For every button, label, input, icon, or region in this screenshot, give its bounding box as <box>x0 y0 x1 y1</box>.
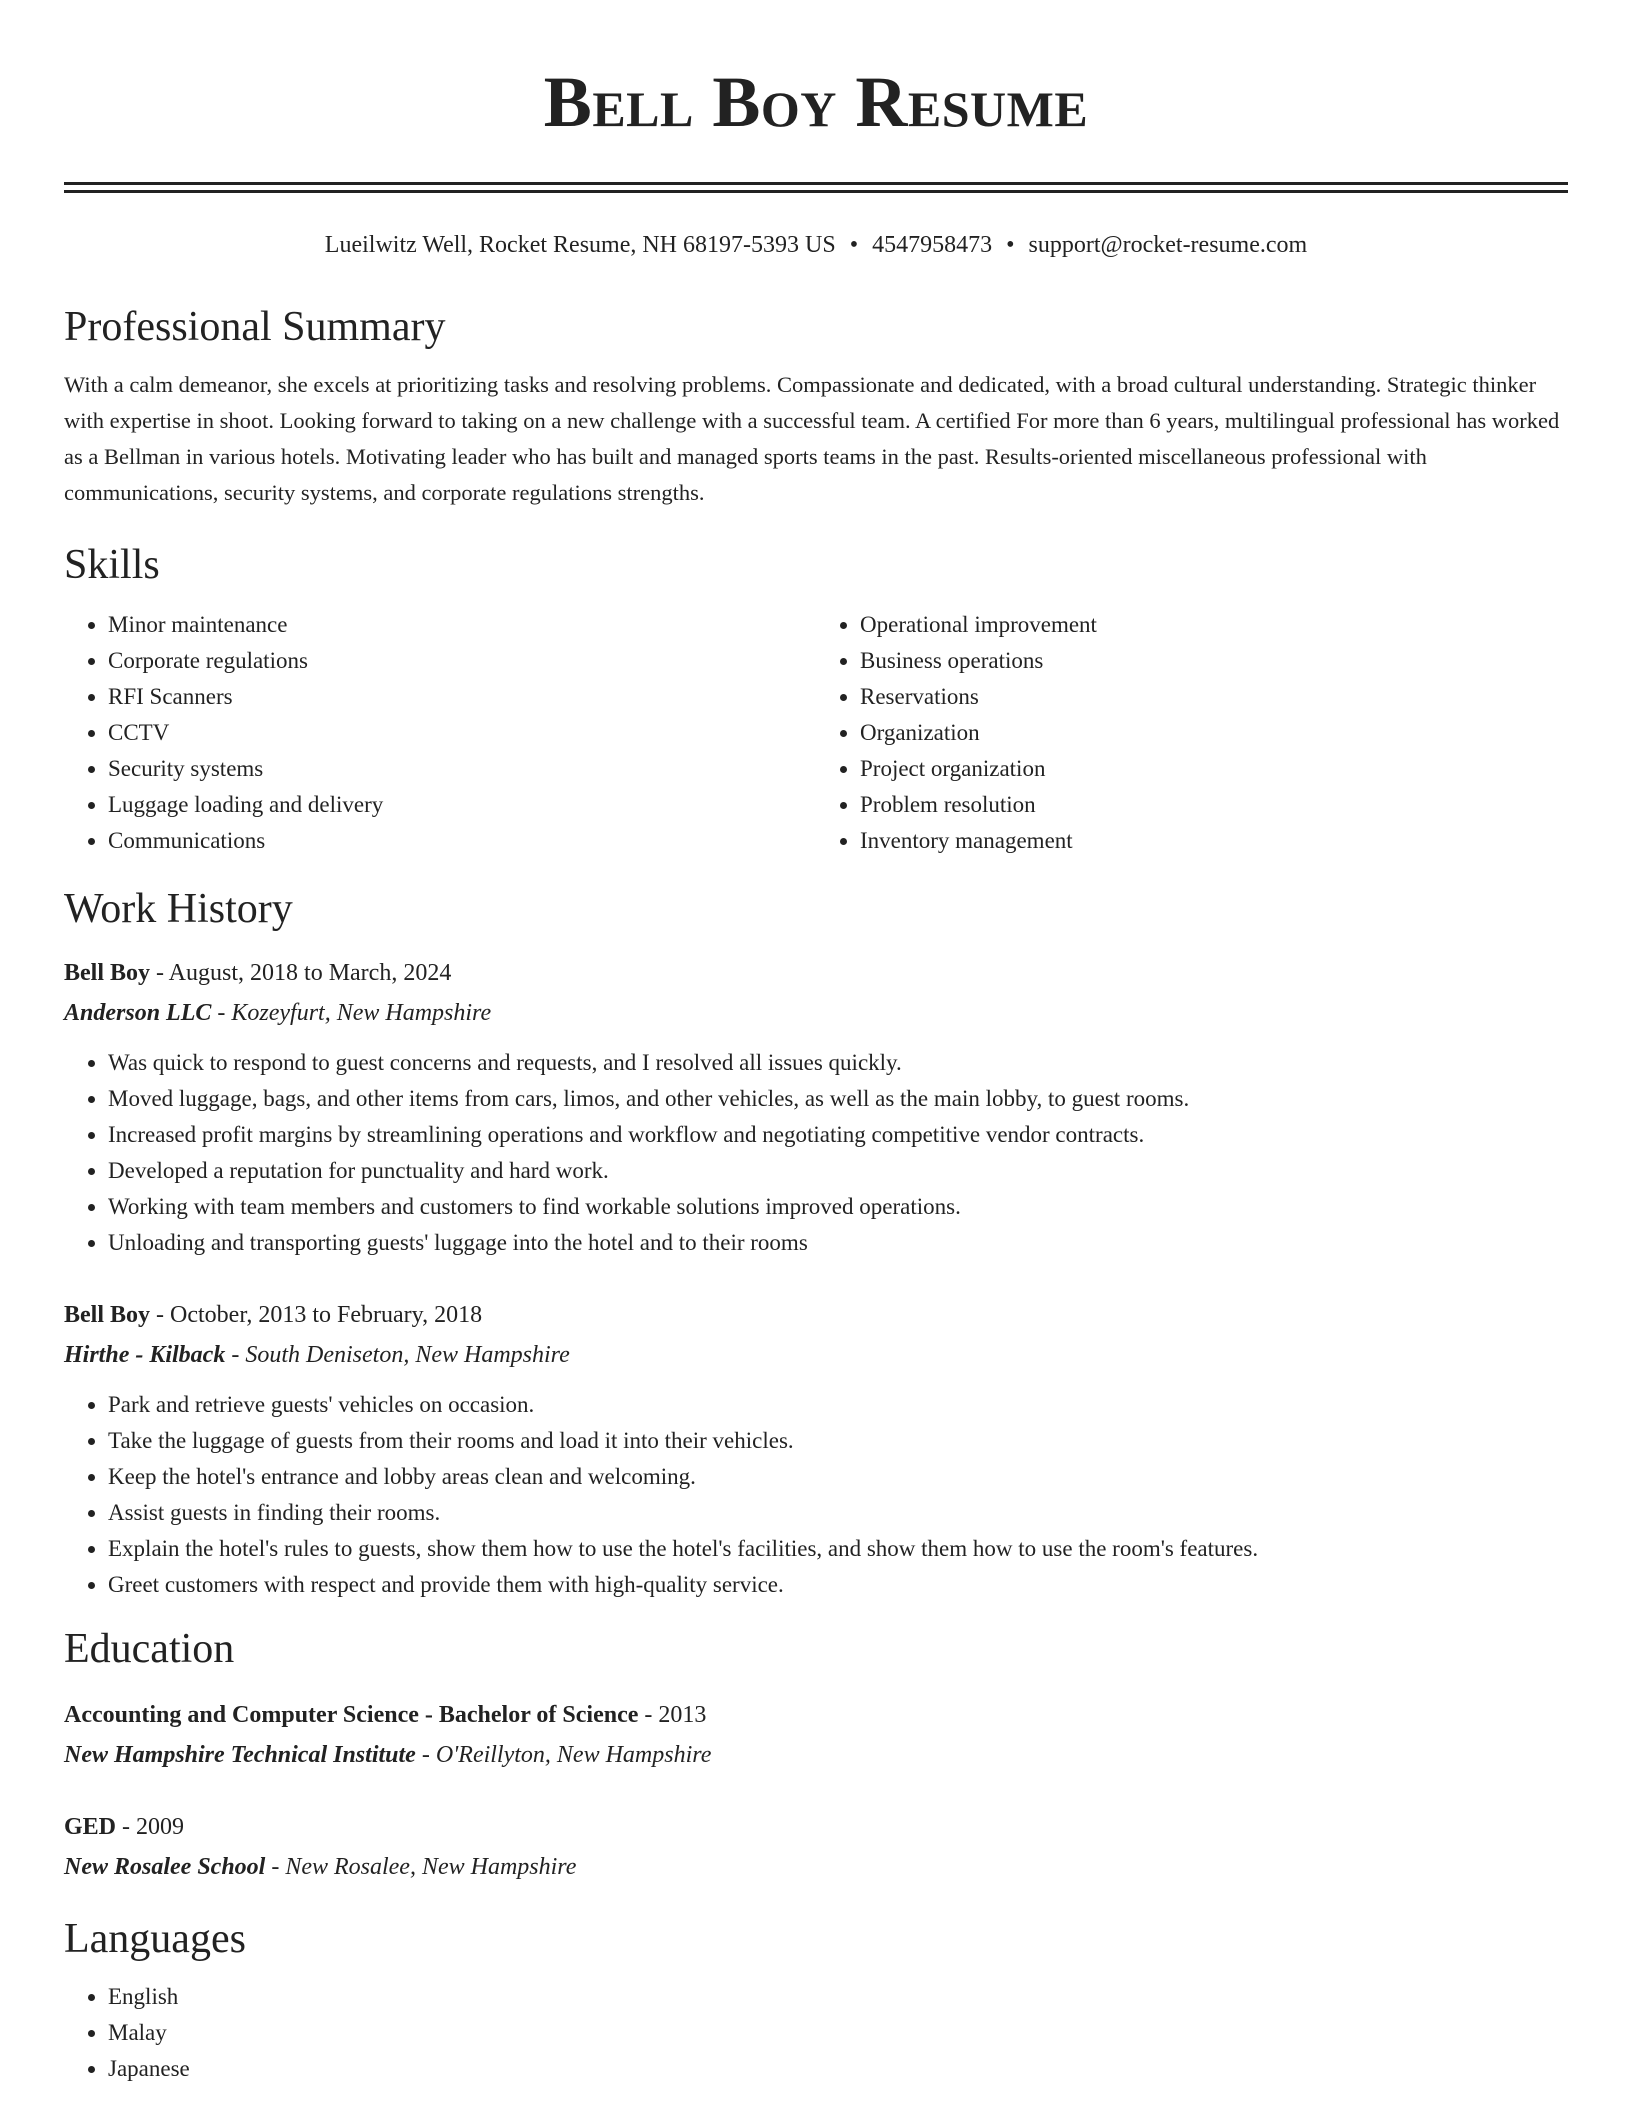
education-heading: Education <box>64 1626 235 1672</box>
job-company: Anderson LLC <box>64 1000 212 1026</box>
language-item: • Malay <box>108 2015 1568 2051</box>
school-location: - New Rosalee, New Hampshire <box>265 1854 577 1880</box>
work-history-heading: Work History <box>64 886 293 932</box>
job-duty: • Developed a reputation for punctuality and hard work. <box>108 1153 1568 1189</box>
skills-columns <box>64 607 1568 859</box>
job-duty: • Working with team members and customers to find workable solutions improved operations. <box>108 1189 1568 1225</box>
job-title: Bell Boy <box>64 1302 151 1328</box>
skills-heading: Skills <box>64 542 160 588</box>
job-duty: • Assist guests in finding their rooms. <box>108 1495 1568 1531</box>
school-name: New Hampshire Technical Institute <box>64 1742 416 1768</box>
job-duty: • Take the luggage of guests from their rooms and load it into their vehicles. <box>108 1423 1568 1459</box>
degree-year: - 2013 <box>638 1702 707 1728</box>
summary-section <box>64 301 1568 511</box>
job-entry <box>64 953 1568 1261</box>
contact-address: Lueilwitz Well, Rocket Resume, NH 68197-5393 US <box>324 232 836 258</box>
degree-line <box>64 1807 1568 1847</box>
degree-year: - 2009 <box>116 1814 185 1840</box>
summary-text: With a calm demeanor, she excels at prioritizing tasks and resolving problems. Compassionate and dedicated, with a broad cultural understanding. Strategic thinker with expertise in shoot. Looking forward to taking on a new challenge with a successful team. A certified For more than 6 years, multilingual professional has worked as a Bellman in various hotels. Motivating leader who has built and managed sports teams in the past. Results-oriented miscellaneous professional with communications, security systems, and corporate regulations strengths. <box>64 372 1560 505</box>
skill-item: • Security systems <box>108 751 816 787</box>
job-title-line <box>64 953 1568 993</box>
title-double-rule <box>64 182 1568 193</box>
degree-name: GED <box>64 1814 117 1840</box>
job-company-line <box>64 993 1568 1033</box>
job-company: Hirthe - Kilback <box>64 1342 226 1368</box>
language-item: • English <box>108 1979 1568 2015</box>
skill-item: • Project organization <box>860 751 1568 787</box>
education-section <box>64 1623 1568 1887</box>
skill-item: • Problem resolution <box>860 787 1568 823</box>
degree-name: Accounting and Computer Science - Bachelor of Science <box>64 1702 639 1728</box>
skill-item: • Minor maintenance <box>108 607 816 643</box>
contact-line <box>64 229 1568 261</box>
resume-title: Bell Boy Resume <box>543 62 1089 142</box>
skills-section <box>64 539 1568 859</box>
contact-phone: 4547958473 <box>872 232 993 258</box>
skill-item: • Corporate regulations <box>108 643 816 679</box>
summary-heading: Professional Summary <box>64 304 446 350</box>
skill-item: • Organization <box>860 715 1568 751</box>
school-line <box>64 1735 1568 1775</box>
job-location: - South Deniseton, New Hampshire <box>225 1342 570 1368</box>
school-location: - O'Reillyton, New Hampshire <box>415 1742 712 1768</box>
contact-separator: • <box>1006 232 1015 258</box>
job-dates: - August, 2018 to March, 2024 <box>150 960 452 986</box>
job-duties-list <box>64 1387 1568 1603</box>
job-duty: • Moved luggage, bags, and other items from cars, limos, and other vehicles, as well as the main lobby, to guest rooms. <box>108 1081 1568 1117</box>
job-duty: • Greet customers with respect and provide them with high-quality service. <box>108 1567 1568 1603</box>
job-entry <box>64 1295 1568 1603</box>
skill-item: • Business operations <box>860 643 1568 679</box>
job-duty: • Explain the hotel's rules to guests, show them how to use the hotel's facilities, and show them how to use the room's features. <box>108 1531 1568 1567</box>
work-history-section <box>64 883 1568 1603</box>
job-dates: - October, 2013 to February, 2018 <box>150 1302 483 1328</box>
skill-item: • Luggage loading and delivery <box>108 787 816 823</box>
education-entry <box>64 1807 1568 1887</box>
job-duty: • Increased profit margins by streamlining operations and workflow and negotiating competitive vendor contracts. <box>108 1117 1568 1153</box>
job-company-line <box>64 1335 1568 1375</box>
job-duties-list <box>64 1045 1568 1261</box>
job-duty: • Park and retrieve guests' vehicles on occasion. <box>108 1387 1568 1423</box>
skill-item: • Operational improvement <box>860 607 1568 643</box>
job-title: Bell Boy <box>64 960 151 986</box>
languages-list <box>64 1979 1568 2087</box>
contact-email: support@rocket-resume.com <box>1028 232 1308 258</box>
job-title-line <box>64 1295 1568 1335</box>
education-entry <box>64 1695 1568 1775</box>
school-name: New Rosalee School <box>64 1854 266 1880</box>
job-duty: • Keep the hotel's entrance and lobby areas clean and welcoming. <box>108 1459 1568 1495</box>
school-line <box>64 1847 1568 1887</box>
job-duty: • Was quick to respond to guest concerns and requests, and I resolved all issues quickly. <box>108 1045 1568 1081</box>
languages-heading: Languages <box>64 1916 246 1962</box>
skill-item: • Inventory management <box>860 823 1568 859</box>
skills-right-list <box>816 607 1568 859</box>
job-location: - Kozeyfurt, New Hampshire <box>211 1000 492 1026</box>
skill-item: • CCTV <box>108 715 816 751</box>
language-item: • Japanese <box>108 2051 1568 2087</box>
skills-left-list <box>64 607 816 859</box>
job-duty: • Unloading and transporting guests' luggage into the hotel and to their rooms <box>108 1225 1568 1261</box>
degree-line <box>64 1695 1568 1735</box>
contact-separator: • <box>849 232 859 258</box>
languages-section <box>64 1913 1568 2087</box>
skill-item: • RFI Scanners <box>108 679 816 715</box>
skill-item: • Reservations <box>860 679 1568 715</box>
skill-item: • Communications <box>108 823 816 859</box>
